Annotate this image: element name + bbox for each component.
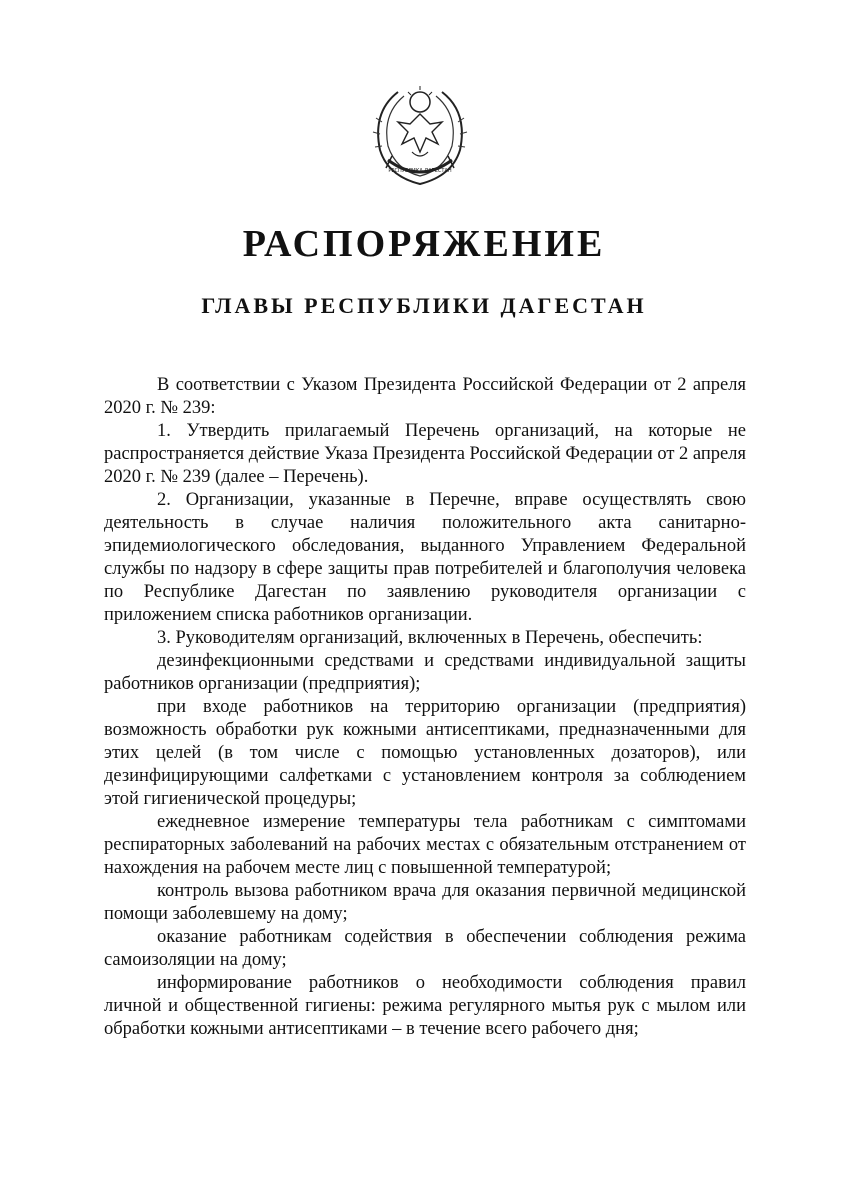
paragraph-subitem-hand-treatment: при входе работников на территорию организации (предприятия) возможность обработки рук кожными антисептиками, предназначенными для этих целей (в том числе с помощью установленных дозаторов), или дезинфицирующими салфетками с установлением контроля за соблюдением этой гигиенической процедуры; <box>104 697 746 809</box>
paragraph-item-1: 1. Утвердить прилагаемый Перечень организаций, на которые не распространяется действие Указа Президента Российской Федерации от 2 апреля 2020 г. № 239 (далее – Перечень). <box>104 421 746 487</box>
emblem-ribbon-text: РЕСПУБЛИКА ДАГЕСТАН <box>388 168 452 174</box>
paragraph-subitem-hygiene-info: информирование работников о необходимости соблюдения правил личной и общественной гигиены: режима регулярного мытья рук с мылом или обработки кожными антисептиками – в течение всего рабочего дня; <box>104 973 746 1039</box>
paragraph-subitem-temperature: ежедневное измерение температуры тела работникам с симптомами респираторных заболеваний на рабочих местах с обязательным отстранением от нахождения на рабочем месте лиц с повышенной температурой; <box>104 812 746 878</box>
paragraph-subitem-doctor-call: контроль вызова работником врача для оказания первичной медицинской помощи заболевшему на дому; <box>104 881 746 924</box>
document-subtitle: ГЛАВЫ РЕСПУБЛИКИ ДАГЕСТАН <box>201 293 647 318</box>
document-title: РАСПОРЯЖЕНИЕ <box>242 223 606 265</box>
paragraph-preamble: В соответствии с Указом Президента Российской Федерации от 2 апреля 2020 г. № 239: <box>104 375 746 418</box>
paragraph-item-3: 3. Руководителям организаций, включенных в Перечень, обеспечить: <box>157 628 703 648</box>
paragraph-subitem-disinfectants: дезинфекционными средствами и средствами индивидуальной защиты работников организации (предприятия); <box>104 651 746 694</box>
document-body <box>104 374 746 1041</box>
paragraph-item-2: 2. Организации, указанные в Перечне, вправе осуществлять свою деятельность в случае наличия положительного акта санитарно-эпидемиологического обследования, выданного Управлением Федеральной службы по надзору в сфере защиты прав потребителей и благополучия человека по Республике Дагестан по заявлению руководителя организации с приложением списка работников организации. <box>104 490 746 625</box>
paragraph-subitem-self-isolation: оказание работникам содействия в обеспечении соблюдения режима самоизоляции на дому; <box>104 927 746 970</box>
coat-of-arms-emblem <box>358 72 482 192</box>
